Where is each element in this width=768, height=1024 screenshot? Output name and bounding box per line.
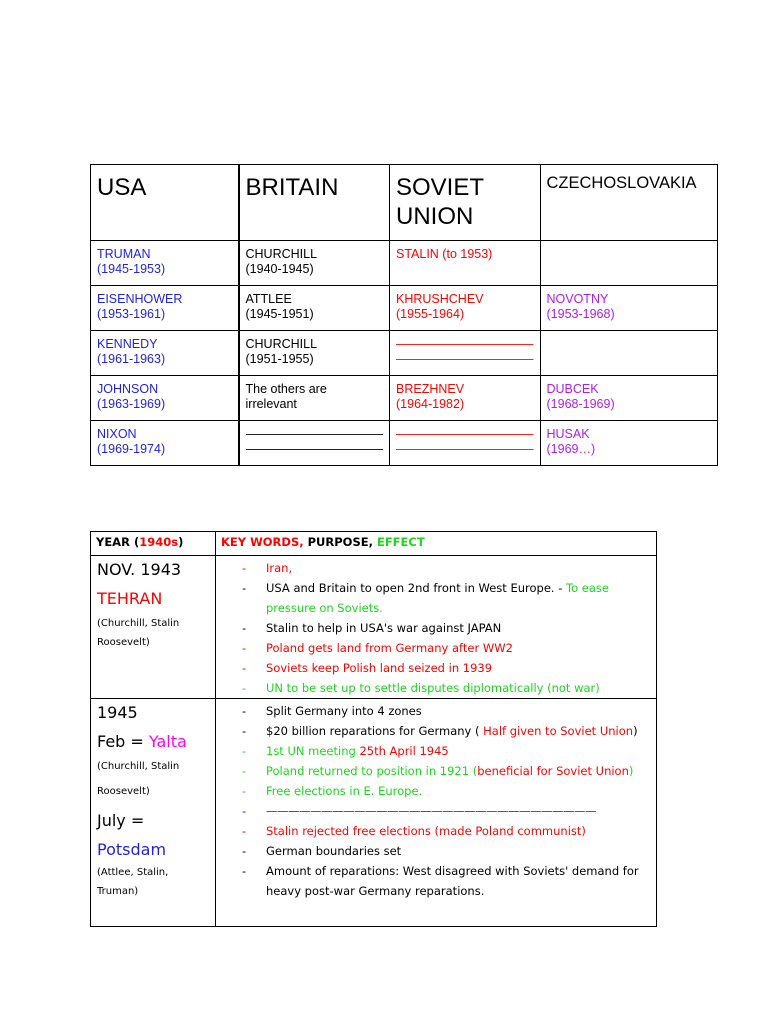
soviet-leader: BREZHNEV (1964-1982) <box>390 376 541 421</box>
list-item: - Free elections in E. Europe. <box>242 781 648 801</box>
yalta-potsdam-cell: 1945 Feb = Yalta (Churchill, Stalin Roosevelt) July = Potsdam (Attlee, Stalin, Truman) <box>91 699 216 927</box>
czech-leader: NOVOTNY (1953-1968) <box>540 286 717 331</box>
czech-leader <box>540 331 717 376</box>
tehran-row <box>91 556 657 699</box>
list-item: - Poland gets land from Germany after WW2 <box>242 638 648 658</box>
list-item: - Iran, <box>242 558 648 578</box>
soviet-leader: KHRUSHCHEV (1955-1964) <box>390 286 541 331</box>
table-row <box>91 331 718 376</box>
soviet-leader: ——————————— ——————————— <box>390 421 541 466</box>
tehran-cell: NOV. 1943 TEHRAN (Churchill, Stalin Roosevelt) <box>91 556 216 699</box>
list-item: - —————————————————————————————— <box>242 801 648 821</box>
leaders-header-row <box>91 165 718 241</box>
britain-leader: ——————————— ——————————— <box>239 421 390 466</box>
list-item: - Stalin to help in USA's war against JAPAN <box>242 618 648 638</box>
britain-leader: CHURCHILL (1951-1955) <box>239 331 390 376</box>
header-soviet-union: SOVIET UNION <box>390 165 541 241</box>
usa-leader: JOHNSON (1963-1969) <box>91 376 239 421</box>
list-item: - $20 billion reparations for Germany ( Half given to Soviet Union) <box>242 721 648 741</box>
tehran-points <box>216 556 657 699</box>
conferences-header-row <box>91 532 657 556</box>
czech-leader: DUBCEK (1968-1969) <box>540 376 717 421</box>
header-usa: USA <box>91 165 239 241</box>
list-item: - Poland returned to position in 1921 (beneficial for Soviet Union) <box>242 761 648 781</box>
tehran-date: NOV. 1943 <box>97 560 182 579</box>
usa-leader: EISENHOWER (1953-1961) <box>91 286 239 331</box>
list-item: - Split Germany into 4 zones <box>242 701 648 721</box>
czech-leader: HUSAK (1969…) <box>540 421 717 466</box>
table-row <box>91 421 718 466</box>
soviet-leader: STALIN (to 1953) <box>390 241 541 286</box>
year-header: YEAR (1940s) <box>91 532 216 556</box>
usa-leader: NIXON (1969-1974) <box>91 421 239 466</box>
usa-leader: KENNEDY (1961-1963) <box>91 331 239 376</box>
britain-leader: CHURCHILL (1940-1945) <box>239 241 390 286</box>
table-row <box>91 241 718 286</box>
table-row <box>91 376 718 421</box>
list-item: - UN to be set up to settle disputes diplomatically (not war) <box>242 678 648 698</box>
czech-leader <box>540 241 717 286</box>
keywords-header: KEY WORDS, PURPOSE, EFFECT <box>216 532 657 556</box>
list-item: - USA and Britain to open 2nd front in West Europe. - To ease pressure on Soviets. <box>242 578 648 618</box>
yalta-potsdam-row <box>91 699 657 927</box>
header-britain: BRITAIN <box>239 165 390 241</box>
list-item: - 1st UN meeting 25th April 1945 <box>242 741 648 761</box>
table-row <box>91 286 718 331</box>
usa-leader: TRUMAN (1945-1953) <box>91 241 239 286</box>
header-czechoslovakia: CZECHOSLOVAKIA <box>540 165 717 241</box>
soviet-leader: ——————————— ——————————— <box>390 331 541 376</box>
list-item: - German boundaries set <box>242 841 648 861</box>
potsdam-name: Potsdam <box>97 840 167 859</box>
leaders-table <box>90 164 718 466</box>
list-item: - Amount of reparations: West disagreed with Soviets' demand for heavy post-war Germany reparations. <box>242 861 648 901</box>
tehran-name: TEHRAN <box>97 589 163 608</box>
yalta-line: Feb = Yalta <box>97 732 187 751</box>
yalta-potsdam-points <box>216 699 657 927</box>
britain-leader: ATTLEE (1945-1951) <box>239 286 390 331</box>
britain-leader: The others are irrelevant <box>239 376 390 421</box>
list-item: - Stalin rejected free elections (made Poland communist) <box>242 821 648 841</box>
conferences-table <box>90 531 657 927</box>
list-item: - Soviets keep Polish land seized in 1939 <box>242 658 648 678</box>
